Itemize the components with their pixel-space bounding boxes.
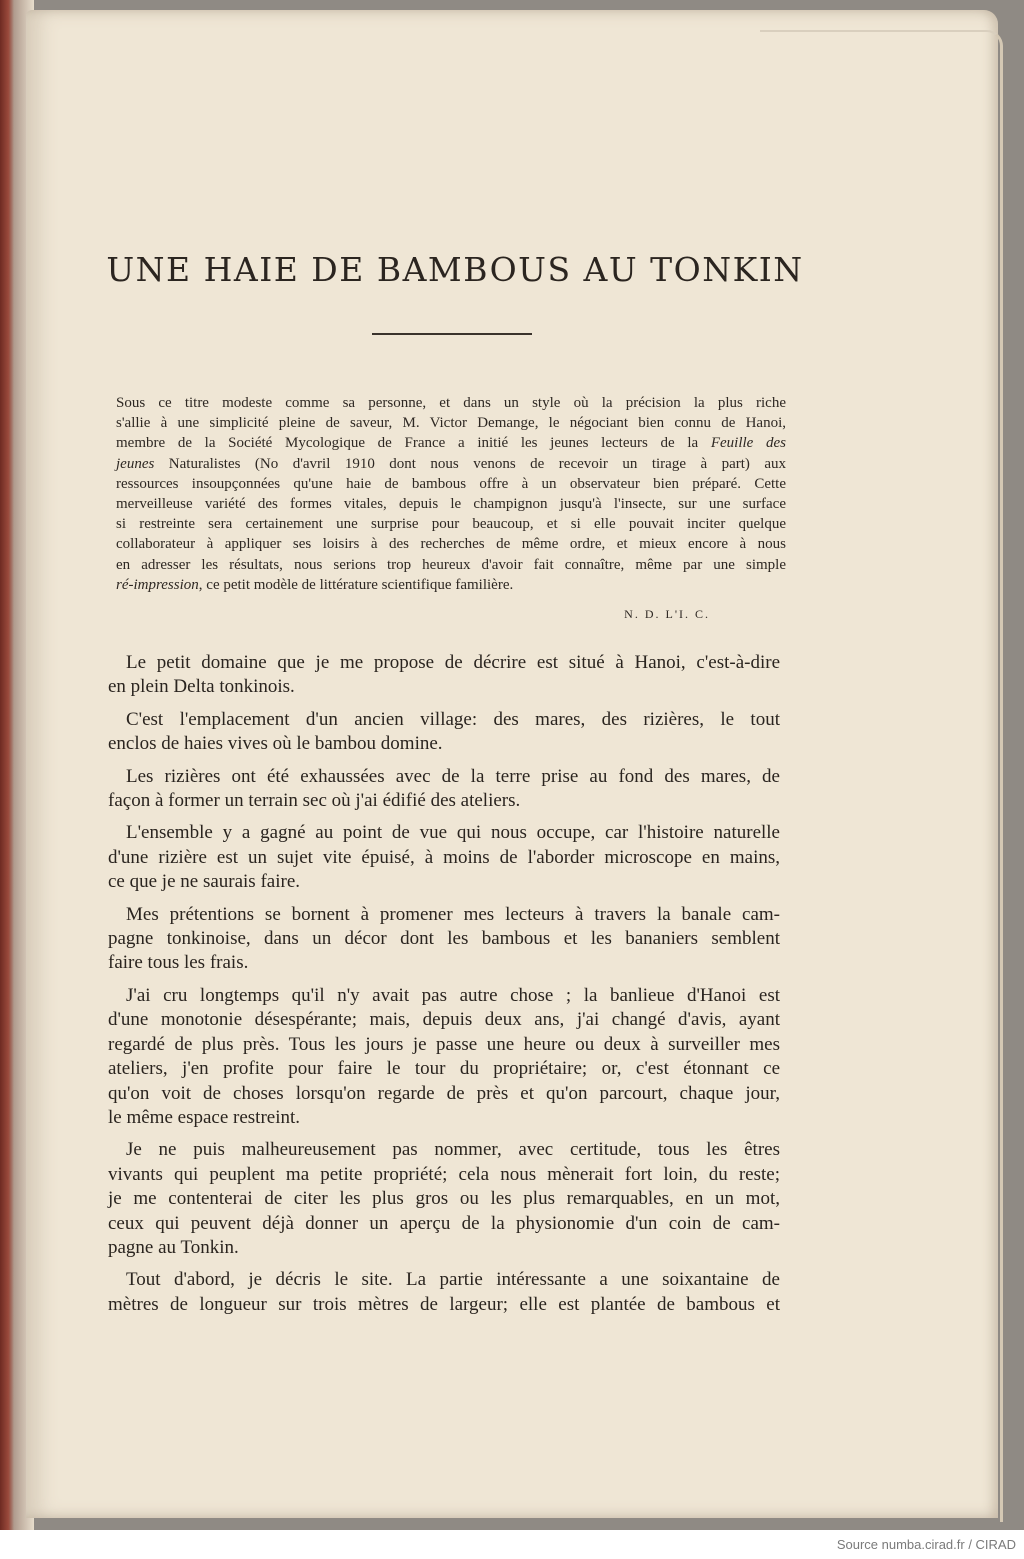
intro-line: s'allie à une simplicité pleine de saveur, M. Victor Demange, le négociant bien connu de Hanoi, xyxy=(116,415,786,432)
article-title: UNE HAIE DE BAMBOUS AU TONKIN xyxy=(106,250,804,289)
text-line: Les rizières ont été exhaussées avec de la terre prise au fond des mares, de xyxy=(126,765,780,787)
paragraph xyxy=(108,765,780,814)
paragraph xyxy=(108,1138,780,1260)
editor-signature: N. D. L'I. C. xyxy=(624,607,710,621)
text-line: Le petit domaine que je me propose de décrire est situé à Hanoi, c'est-à-dire xyxy=(126,652,780,673)
text-line: faire tous les frais. xyxy=(108,952,249,974)
intro-text: , ce petit modèle de littérature scientifique familière. xyxy=(198,576,514,593)
text-line: C'est l'emplacement d'un ancien village: des mares, des rizières, le tout xyxy=(126,708,780,730)
intro-line xyxy=(116,433,786,453)
text-line: en plein Delta tonkinois. xyxy=(108,676,295,698)
paragraph xyxy=(108,651,780,700)
intro-text: Naturalistes (No d'avril 1910 dont nous venons de recevoir un tirage à part) aux xyxy=(168,455,787,472)
text-line: façon à former un terrain sec où j'ai édifié des ateliers. xyxy=(108,790,521,812)
intro-line: merveilleuse variété des formes vitales, depuis le champignon jusqu'à l'insecte, sur une surface xyxy=(116,496,786,513)
intro-line: Sous ce titre modeste comme sa personne, et dans un style où la précision la plus riche xyxy=(116,395,786,411)
text-line: d'une rizière est un sujet vite épuisé, à moins de l'aborder microscope en mains, xyxy=(108,846,780,868)
paragraph xyxy=(108,903,780,976)
text-line: Tout d'abord, je décris le site. La partie intéressante a une soixantaine de xyxy=(126,1269,780,1291)
intro-line: ressources insoupçonnées qu'une haie de bambous offre à un observateur bien préparé. Cette xyxy=(116,475,786,492)
journal-name: Feuille des xyxy=(710,435,786,452)
intro-text: membre de la Société Mycologique de France a initié les jeunes lecteurs de la xyxy=(116,435,699,452)
intro-line: collaborateur à appliquer ses loisirs à des recherches de même ordre, et mieux encore à nous xyxy=(116,536,786,553)
intro-line: en adresser les résultats, nous serions trop heureux d'avoir fait connaître, même par une simple xyxy=(116,556,786,573)
text-line: Je ne puis malheureusement pas nommer, avec certitude, tous les êtres xyxy=(126,1139,780,1161)
paragraph xyxy=(108,821,780,894)
text-line: J'ai cru longtemps qu'il n'y avait pas autre chose ; la banlieue d'Hanoi est xyxy=(126,984,780,1006)
text-line: L'ensemble y a gagné au point de vue qui nous occupe, car l'histoire naturelle xyxy=(126,822,780,844)
title-rule xyxy=(372,333,532,335)
text-line: ceux qui peuvent déjà donner un aperçu de la physionomie d'un coin de cam- xyxy=(108,1212,780,1234)
text-line: pagne tonkinoise, dans un décor dont les bambous et les bananiers semblent xyxy=(108,928,780,950)
intro-line: si restreinte sera certainement une surprise pour beaucoup, et si elle pouvait inciter quelque xyxy=(116,516,786,533)
text-line: Mes prétentions se bornent à promener mes lecteurs à travers la banale cam- xyxy=(126,903,780,925)
text-line: d'une monotonie désespérante; mais, depuis deux ans, j'ai changé d'avis, ayant xyxy=(108,1009,780,1031)
text-line: regardé de plus près. Tous les jours je passe une heure ou deux à surveiller mes xyxy=(108,1033,780,1055)
editorial-note xyxy=(116,393,786,595)
text-line: mètres de longueur sur trois mètres de largeur; elle est plantée de bambous et xyxy=(108,1293,780,1315)
intro-line xyxy=(116,575,786,595)
source-credit: Source numba.cirad.fr / CIRAD xyxy=(836,1537,1016,1552)
article-body xyxy=(108,651,780,1325)
paragraph xyxy=(108,1268,780,1317)
text-line: ateliers, j'en profite pour faire le tour du propriétaire; or, c'est étonnant ce xyxy=(108,1058,780,1080)
text-line: le même espace restreint. xyxy=(108,1106,301,1128)
text-line: enclos de haies vives où le bambou domine. xyxy=(108,733,443,755)
text-line: qu'on voit de choses lorsqu'on regarde de près et qu'on parcourt, chaque jour, xyxy=(108,1082,780,1104)
paragraph xyxy=(108,708,780,757)
reimpression-word: ré-impression xyxy=(116,576,199,593)
text-line: vivants qui peuplent ma petite propriété; cela nous mènerait fort loin, du reste; xyxy=(108,1163,780,1185)
paragraph xyxy=(108,984,780,1130)
binding-edge xyxy=(0,0,14,1530)
text-line: je me contenterai de citer les plus gros ou les plus remarquables, en un mot, xyxy=(108,1188,780,1210)
text-line: ce que je ne saurais faire. xyxy=(108,871,301,893)
intro-line xyxy=(116,454,786,474)
text-line: pagne au Tonkin. xyxy=(108,1236,239,1258)
journal-name-cont: jeunes xyxy=(116,455,155,472)
